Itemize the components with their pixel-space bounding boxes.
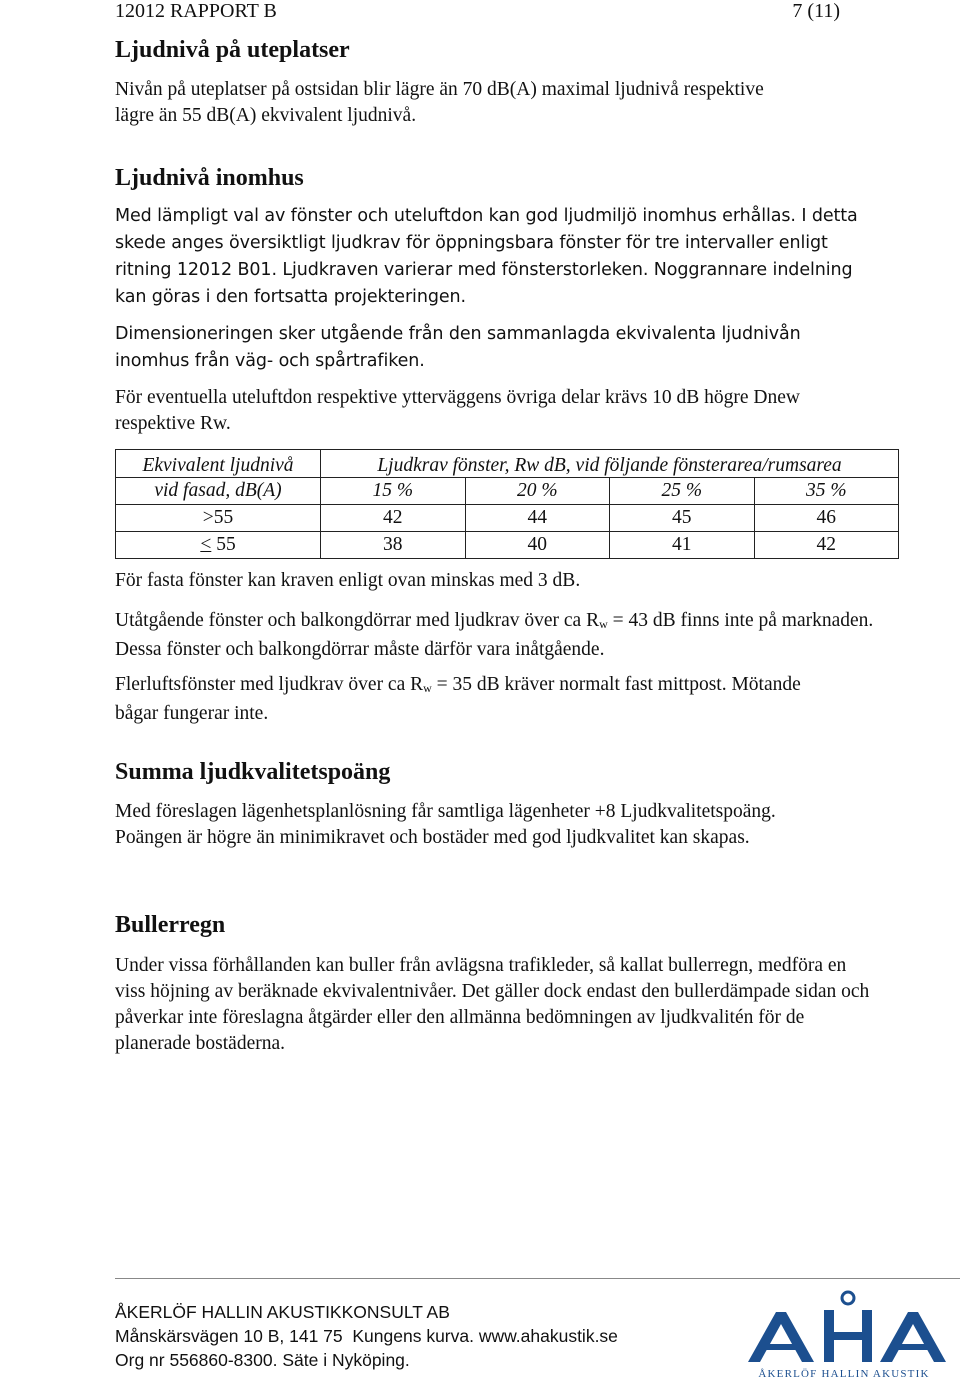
table-row [116, 505, 899, 532]
text-part: = 35 dB kräver normalt fast mittpost. Mötande bågar fungerar inte. [115, 674, 801, 724]
logo-caption: ÅKERLÖF HALLIN AKUSTIK [758, 1368, 930, 1380]
footer-divider [115, 1278, 960, 1279]
text-part: Flerluftsfönster med ljudkrav över ca R [115, 674, 424, 695]
level-prefix: > [202, 507, 214, 528]
value-cell: 44 [465, 505, 610, 532]
level-value: 55 [211, 534, 236, 555]
level-cell [116, 505, 321, 532]
paragraph-summa: Med föreslagen lägenhetsplanlösning får samtliga lägenheter +8 Ljudkvalitetspoäng. Poängen är högre än minimikravet och bostäder med god ljudkvalitet kan skapas. [115, 801, 776, 848]
level-prefix: < [200, 534, 212, 555]
paragraph-inomhus-3: För eventuella uteluftdon respektive ytterväggens övriga delar krävs 10 dB högre Dnew respektive Rw. [115, 387, 801, 434]
area-header: 35 % [754, 478, 899, 505]
level-header-unit: vid fasad, dB(A) [116, 478, 321, 505]
company-name: ÅKERLÖF HALLIN AKUSTIKKONSULT AB [115, 1302, 450, 1322]
area-header: 25 % [610, 478, 755, 505]
table-row [116, 532, 899, 559]
paragraph-uteplatser: Nivån på uteplatser på ostsidan blir lägre än 70 dB(A) maximal ljudnivå respektive lägre än 55 dB(A) ekvivalent ljudnivå. [115, 79, 764, 126]
value-cell: 45 [610, 505, 755, 532]
text-part: Utåtgående fönster och balkongdörrar med ljudkrav över ca R [115, 610, 600, 631]
level-value: 55 [213, 507, 234, 528]
text-part: = 43 dB finns inte på marknaden. Dessa fönster och balkongdörrar måste därför vara inåtgående. [115, 610, 874, 660]
paragraph-fasta-fonster: För fasta fönster kan kraven enligt ovan minskas med 3 dB. [115, 570, 581, 591]
page-header [115, 0, 840, 26]
value-cell: 41 [610, 532, 755, 559]
heading-summa: Summa ljudkvalitetspoäng [115, 759, 391, 785]
logo-mark [748, 1292, 946, 1362]
page-number: 7 (11) [792, 0, 840, 22]
subscript: w [423, 681, 432, 695]
value-cell: 38 [321, 532, 466, 559]
paragraph-utatgaende [115, 608, 875, 663]
value-cell: 42 [321, 505, 466, 532]
heading-bullerregn: Bullerregn [115, 912, 226, 938]
paragraph-flerluft [115, 672, 845, 727]
paragraph-inomhus-2: Dimensioneringen sker utgående från den sammanlagda ekvivalenta ljudnivån inomhus från väg- och spårtrafiken. [115, 324, 801, 371]
paragraph-inomhus-1: Med lämpligt val av fönster och uteluftdon kan god ljudmiljö inomhus erhållas. I detta skede anges översiktligt ljudkrav för öppningsbara fönster för tre intervaller enligt ritning 12012 B01. Ljudkraven varierar med fönsterstorleken. Noggrannare indelning kan göras i den fortsatta projekteringen. [115, 206, 858, 307]
subscript: w [599, 617, 608, 631]
area-header: 20 % [465, 478, 610, 505]
company-org: Org nr 556860-8300. Säte i Nyköping. [115, 1350, 410, 1370]
value-cell: 42 [754, 532, 899, 559]
value-cell: 40 [465, 532, 610, 559]
group-header: Ljudkrav fönster, Rw dB, vid följande fönsterarea/rumsarea [321, 450, 899, 478]
value-cell: 46 [754, 505, 899, 532]
paragraph-bullerregn: Under vissa förhållanden kan buller från avlägsna trafikleder, så kallat bullerregn, medföra en viss höjning av beräknade ekvivalentnivåer. Det gäller dock endast den bullerdämpade sidan och påverkar inte föreslagna åtgärder eller den allmänna bedömningen av ljudkvalitén för de planerade bostäderna. [115, 955, 870, 1054]
table-header-row [116, 450, 899, 478]
heading-uteplatser: Ljudnivå på uteplatser [115, 37, 350, 63]
level-cell [116, 532, 321, 559]
level-header: Ekvivalent ljudnivå [116, 450, 321, 478]
aha-logo [728, 1288, 960, 1382]
sound-requirements-table [115, 449, 899, 559]
area-header: 15 % [321, 478, 466, 505]
company-address: Månskärsvägen 10 B, 141 75 Kungens kurva. www.ahakustik.se [115, 1326, 618, 1346]
heading-inomhus: Ljudnivå inomhus [115, 165, 304, 191]
page-footer [115, 1300, 618, 1372]
table-subheader-row [116, 478, 899, 505]
report-id: 12012 RAPPORT B [115, 0, 277, 22]
